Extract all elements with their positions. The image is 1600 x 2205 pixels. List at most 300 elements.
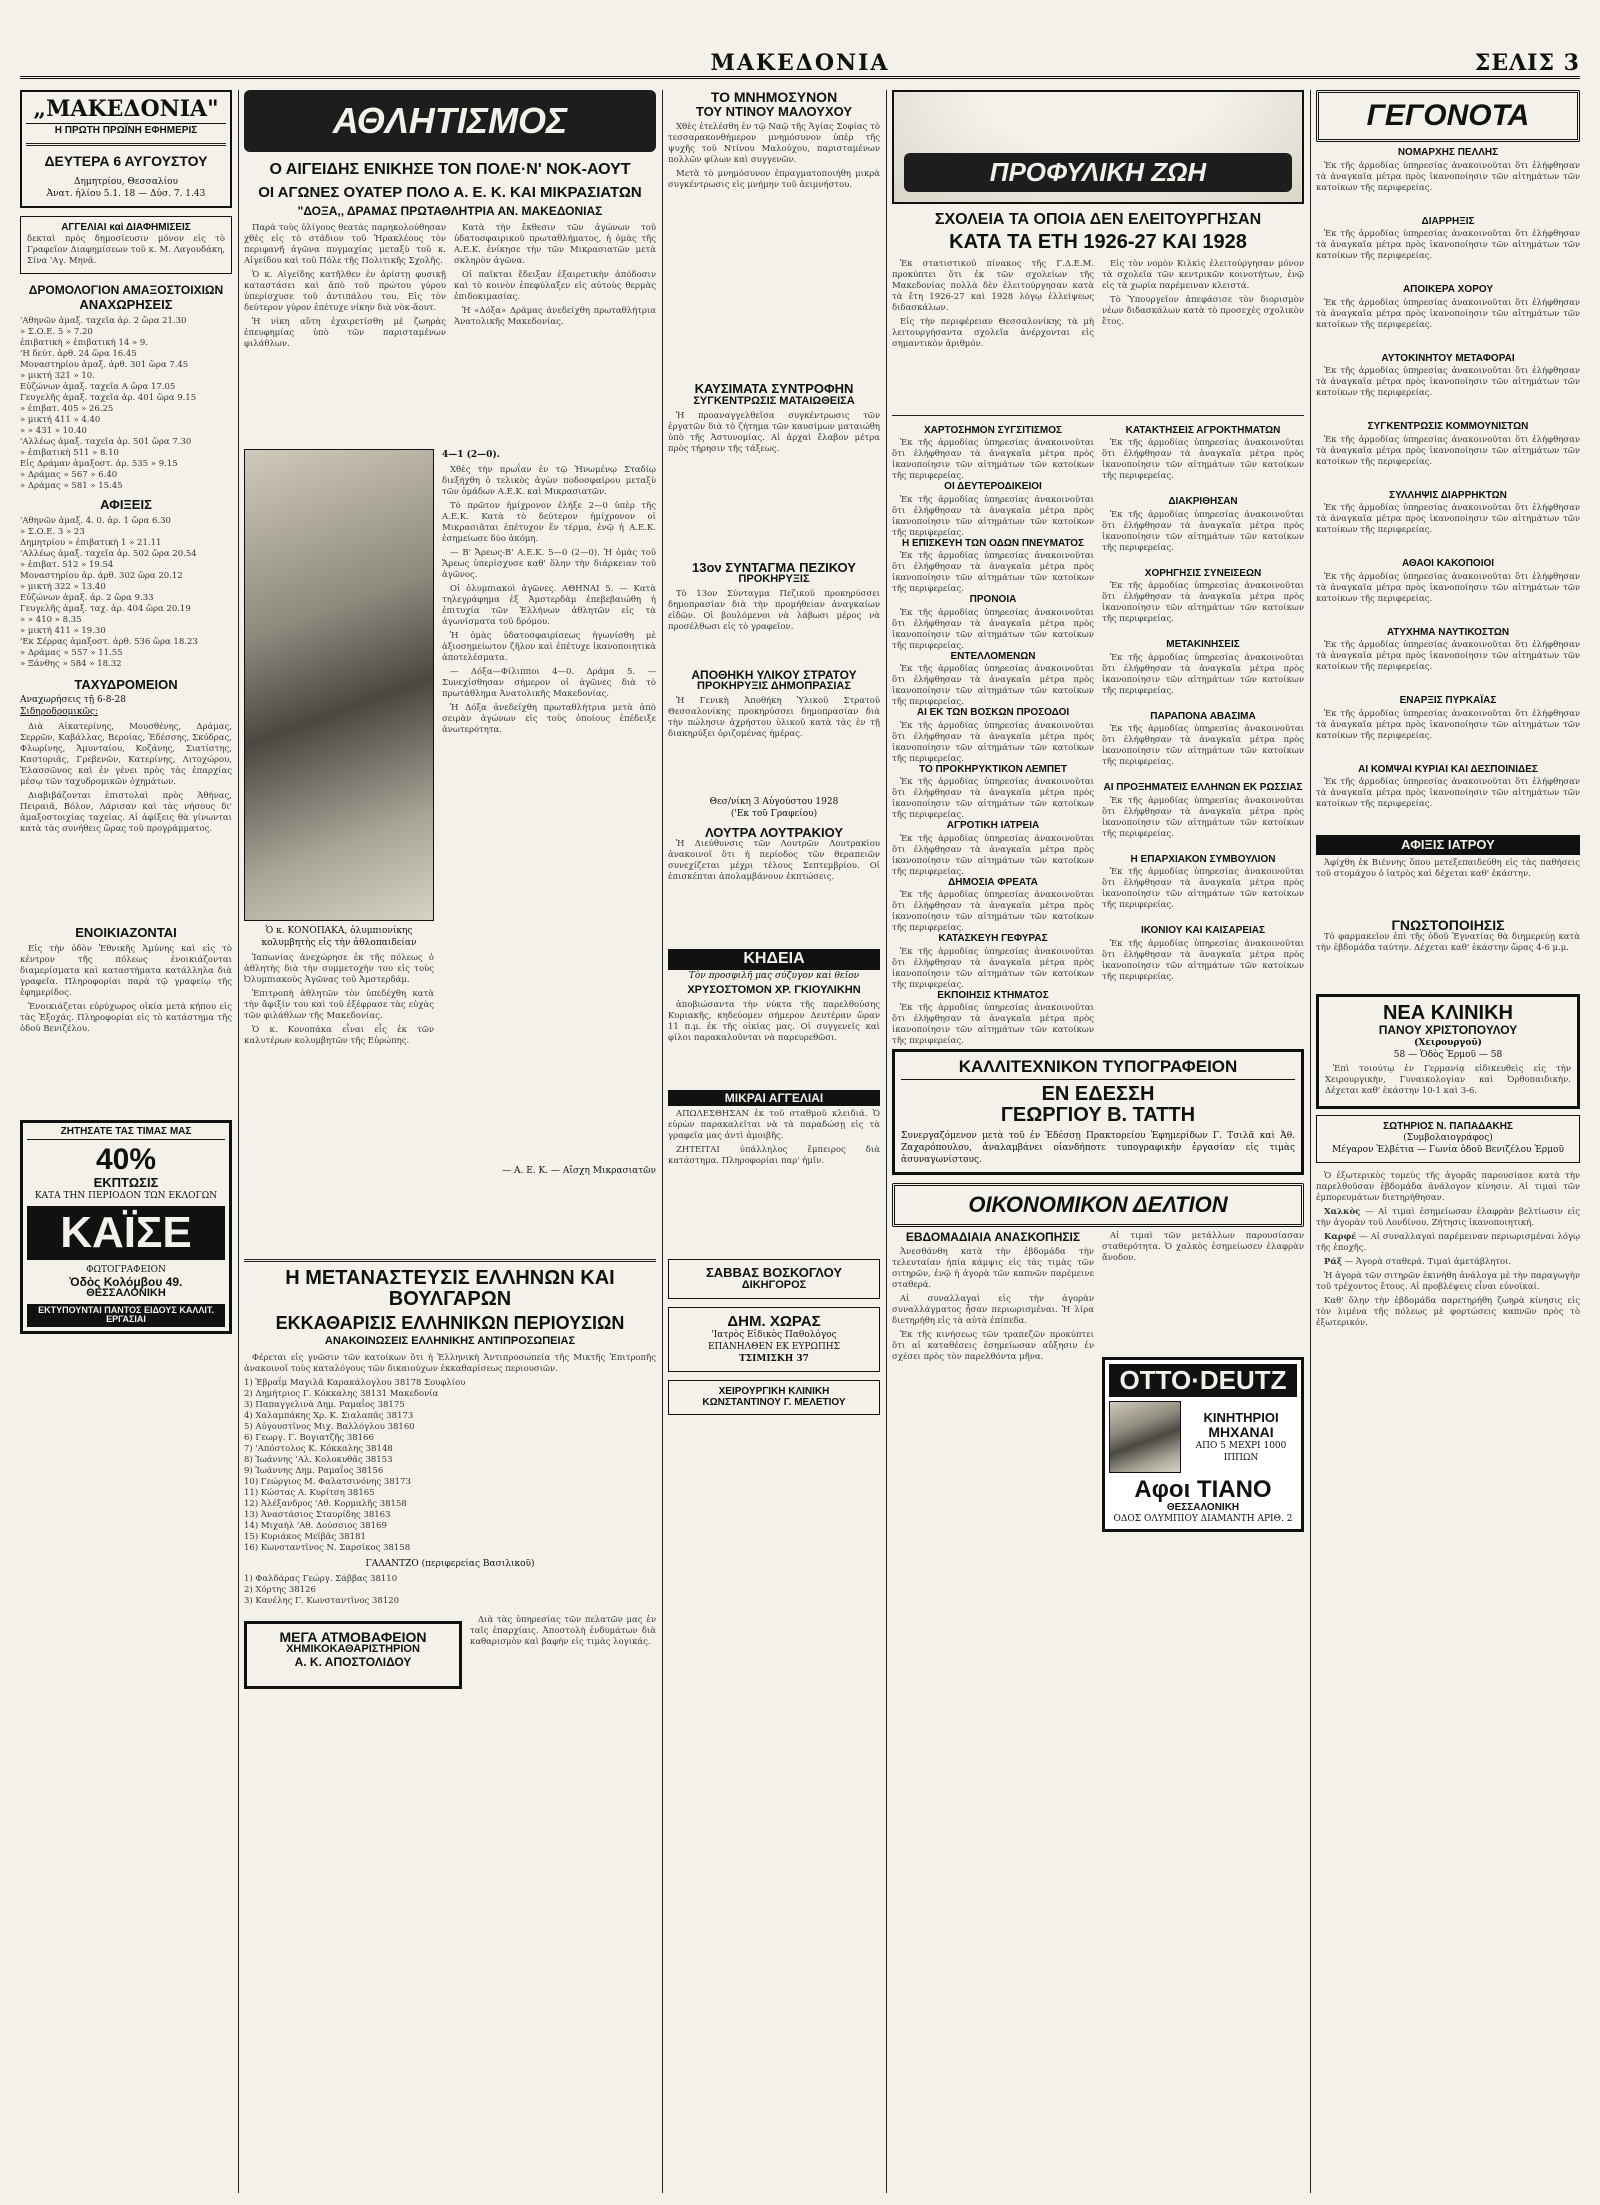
notary-address: Μέγαρον Ἐλβέτια — Γωνία ὁδοῦ Βενιζέλου Ἑρμοῦ (1332, 1145, 1564, 1156)
arrival-row (20, 626, 232, 637)
memorial-subtitle: ΤΟΥ ΝΤΙΝΟΥ ΜΑΛΟΥΧΟΥ (695, 103, 853, 119)
departure-row-text: » » 431 » 10.40 (20, 426, 87, 437)
arrival-row-text: Δημητρίου » ἐπιβατικὴ 1 » 21.11 (20, 537, 162, 548)
otto-line-3: ΑΠΟ 5 ΜΕΧΡΙ 1000 ΙΠΠΩΝ (1195, 1440, 1287, 1463)
departure-row (20, 360, 232, 371)
departure-row (20, 349, 232, 360)
notice-heading: Η ΕΠΙΣΚΕΥΗ ΤΩΝ ΟΔΩΝ ΠΝΕΥΜΑΤΟΣ (901, 537, 1085, 549)
notice-heading-body: Ἐκ τῆς ἁρμοδίας ὑπηρεσίας ἀνακοινοῦται ὅτι ἐλήφθησαν τὰ ἀναγκαῖα μέτρα πρὸς ἱκανοποίησιν τῶν αἰτημάτων τῶν κατοίκων τῆς περιφερείας. (892, 720, 1094, 764)
arrival-row (20, 549, 232, 560)
kaise-photo: ΦΩΤΟΓΡΑΦΕΙΟΝ (86, 1264, 166, 1275)
departure-row (20, 404, 232, 415)
doctor-line-1: 'Ιατρὸς Εἰδικὸς Παθολόγος (711, 1330, 837, 1341)
gegonota-banner: ΓΕΓΟΝΟΤΑ (1316, 90, 1580, 142)
departure-row (20, 470, 232, 481)
otto-city: ΘΕΣΣΑΛΟΝΙΚΗ (1166, 1501, 1240, 1513)
departure-row (20, 327, 232, 338)
announcements-text: Τὸ φαρμακεῖον ἐπὶ τῆς ὁδοῦ Ἐγνατίας θὰ διημερεύῃ κατὰ τὴν ἐβδομάδα ταύτην. Δέχεται καθ' ἑκάστην ὥρας 4-6 μ.μ. (1316, 932, 1580, 954)
news-item-heading: ΑΙ ΚΟΜΨΑΙ ΚΥΡΙΑΙ ΚΑΙ ΔΕΣΠΟΙΝΙΔΕΣ (1358, 763, 1538, 775)
schedule-title: ΔΡΟΜΟΛΟΓΙΟΝ ΑΜΑΞΟΣΤΟΙΧΙΩΝ (28, 282, 224, 297)
athletics-text-d: Χθὲς τὴν πρωΐαν ἐν τῷ Ἡνωμένῳ Σταδίῳ διεξήχθη ὁ τελικὸς ἀγὼν ποδοσφαίρου μεταξὺ τῶν ὁμάδων Α.Ε.Κ. καὶ Μικρασιατῶν. Τὸ πρῶτον ἡμίχρονον ἐλήξε 2—0 ὑπὲρ τῆς Α.Ε.Κ. Κατὰ τὸ δεύτερον ἡμίχρονον οἱ Μικρασιᾶται ἐπέτυχον ἕν τέρμα, ἐνῷ ἡ Α.Ε.Κ. ἐσημείωσε δύο ἀκόμη. — Β' Ἄρεως-Β' Α.Ε.Κ. 5—0 (2—0). Ἡ ὁμὰς τοῦ Ἄρεως ὑπερίσχυσε καθ' ὅλην τὴν διάρκειαν τοῦ ἀγῶνος. Οἱ ὀλυμπιακοὶ ἀγῶνες. ΑΘΗΝΑΙ 5. — Κατὰ τηλεγράφημα ἐξ Ἀμστερδὰμ ἐπεβεβαιώθη ἡ ἐπιτυχία τῶν Ἑλλήνων ἀθλητῶν εἰς τὰ ἀγωνίσματα τοῦ δρόμου. Ἡ ὁμὰς ὑδατοσφαιρίσεως ἠγωνίσθη μὲ ἀξιοσημείωτον ζῆλον καὶ ἐπέτυχε ἱκανοποιητικὰ ἀποτελέσματα. — Δόξα—Φίλιπποι 4—0. Δράμα 5. — Συνεχίσθησαν σήμερον οἱ ἀγῶνες διὰ τὸ πρωτάθλημα Ἀνατολικῆς Μακεδονίας. Ἡ Δόξα ἀνεδείχθη πρωταθλήτρια μετὰ ἀπὸ σειρὰν ἀγώνων εἰς τοὺς ὁποίους ἐπέδειξε ἀνωτερότητα. (442, 465, 656, 736)
arrival-row (20, 637, 232, 648)
print-shop-text: Συνεργαζόμενον μετὰ τοῦ ἐν Ἐδέσσῃ Πρακτορείου Ἐφημερίδων Γ. Τσιλᾶ καὶ Ἀθ. Ζαχαρόπουλου, ἀναλαμβάνει οἱανδήποτε τυπογραφικὴν ἐργασίαν εἰς τιμὰς ἀσυναγωνίστους. (901, 1131, 1295, 1166)
arrival-row-text: » Σ.Ο.Ε. 3 » 23 (20, 526, 85, 537)
departure-row-text: » Δράμας » 567 » 6.40 (20, 470, 118, 481)
schools-headline-1: ΣΧΟΛΕΙΑ ΤΑ ΟΠΟΙΑ ΔΕΝ ΕΛΕΙΤΟΥΡΓΗΣΑΝ (934, 211, 1262, 228)
photo-caption: Ὁ κ. ΚΟΝΟΠΑΚΑ, ὀλυμπιονίκης κολυμβητὴς εἰς τὴν ἀθλοπαιδείαν (261, 926, 417, 949)
athletics-text-c: Ἰαπωνίας ἀνεχώρησε ἐκ τῆς πόλεως ὁ ἀθλητὴς διὰ τὴν συμμετοχὴν του εἰς τοὺς Ὀλυμπιακοὺς Ἀγῶνας τοῦ Ἀμστερδάμ. Ἐπιτροπὴ ἀθλητῶν τὸν ὑπεδέχθη κατὰ τὴν ἄφιξίν του καὶ τοῦ ἐξέφρασε τὰς εὐχὰς τῶν φιλάθλων τῆς Μακεδονίας. Ὁ κ. Κονοπάκα εἶναι εἷς ἐκ τῶν καλυτέρων κολυμβητῶν τῆς Εὐρώπης. (244, 953, 434, 1047)
rentals-body: Εἰς τὴν ὁδὸν Ἐθνικῆς Ἀμύνης καὶ εἰς τὸ κέντρον τῆς πόλεως ἐνοικιάζονται διαμερίσματα καὶ καταστήματα κατάλληλα διὰ γραφεῖα. Πληροφορίαι παρὰ τῷ γραφείῳ τῆς ἐφημερίδος. Ἐνοικιάζεται εὐρύχωρος οἰκία μετὰ κήπου εἰς τὰς Ἐξοχάς. Πληροφορίαι εἰς τὸ κατάστημα τῆς ὁδοῦ Βενιζέλου. (20, 943, 232, 1034)
clinic-text: Ἐπὶ τοιούτῳ ἐν Γερμανίᾳ εἰδικευθεὶς εἰς τὴν Χειρουργικὴν, Γυναικολογίαν καὶ Ὀρθοπαιδικὴν. Δέχεται καθ' ἑκάστην 10-1 καὶ 3-6. (1325, 1063, 1571, 1096)
surgeon-title: ΧΕΙΡΟΥΡΓΙΚΗ ΚΛΙΝΙΚΗ (718, 1386, 830, 1398)
emigration-row-text: 2) Δημήτριος Γ. Κόκκαλης 38131 Μακεδονία (244, 1388, 439, 1399)
lawyer-name: ΣΑΒΒΑΣ ΒΟΣΚΟΓΛΟΥ (705, 1265, 843, 1281)
notice-heading-body: Ἐκ τῆς ἁρμοδίας ὑπηρεσίας ἀνακοινοῦται ὅτι ἐλήφθησαν τὰ ἀναγκαῖα μέτρα πρὸς ἱκανοποίησιν τῶν αἰτημάτων τῶν κατοίκων τῆς περιφερείας. (892, 438, 1094, 482)
clinic-title: ΝΕΑ ΚΛΙΝΙΚΗ (1382, 1002, 1513, 1025)
arrival-row (20, 527, 232, 538)
departure-row (20, 437, 232, 448)
emigration-row (244, 1455, 656, 1466)
army-store-date: Θεσ/νίκη 3 Αὐγούστου 1928 (709, 796, 839, 807)
funeral-intro: Τὸν προσφιλῆ μας σύζυγον καὶ θεῖον (688, 971, 860, 982)
notice-heading: ΚΑΤΑΣΚΕΥΗ ΓΕΦΥΡΑΣ (938, 933, 1048, 945)
ads-box (20, 216, 232, 274)
arrivals-list (20, 516, 232, 670)
arrival-row-text: 'Εκ Σέρρας ἀμαξοστ. ἀρθ. 536 ὥρα 18.23 (20, 636, 198, 647)
gegonota-list (1316, 148, 1580, 829)
athletics-headline-2: ΟΙ ΑΓΩΝΕΣ ΟΥΑΤΕΡ ΠΟΛΟ Α. Ε. Κ. ΚΑΙ ΜΙΚΡΑΣΙΑΤΩΝ (258, 183, 642, 201)
news-item-heading-body: Ἐκ τῆς ἁρμοδίας ὑπηρεσίας ἀνακοινοῦται ὅτι ἐλήφθησαν τὰ ἀναγκαῖα μέτρα πρὸς ἱκανοποίησιν τῶν αἰτημάτων τῶν κατοίκων τῆς περιφερείας. (1316, 160, 1580, 193)
notice-heading: ΕΚΠΟΙΗΣΙΣ ΚΤΗΜΑΤΟΣ (937, 989, 1049, 1001)
news-item-heading: ΔΙΑΡΡΗΞΙΣ (1421, 215, 1475, 227)
athletics-headline-3: "ΔΟΞΑ,, ΔΡΑΜΑΣ ΠΡΩΤΑΘΛΗΤΡΙΑ ΑΝ. ΜΑΚΕΔΟΝΙΑΣ (297, 203, 603, 218)
notary-role: (Συμβολαιογράφος) (1403, 1133, 1493, 1144)
notice-heading-body: Ἐκ τῆς ἁρμοδίας ὑπηρεσίας ἀνακοινοῦται ὅτι ἐλήφθησαν τὰ ἀναγκαῖα μέτρα πρὸς ἱκανοποίησιν τῶν αἰτημάτων τῶν κατοίκων τῆς περιφερείας. (1102, 509, 1304, 553)
print-shop-owner: ΓΕΩΡΓΙΟΥ Β. ΤΑΤΤΗ (1000, 1104, 1196, 1127)
kaise-ekptosis: ΕΚΠΤΩΣΙΣ (93, 1174, 159, 1190)
emigration-headline-2: ΕΚΚΑΘΑΡΙΣΙΣ ΕΛΛΗΝΙΚΩΝ ΠΕΡΙΟΥΣΙΩΝ (275, 1313, 625, 1334)
ads-box-text: δεκταὶ πρὸς δημοσίευσιν μόνον εἰς τὸ Γραφεῖον Διαφημίσεων τοῦ κ. Μ. Λαγουδάκη, Σίνα 'Αγ. Μηνᾶ. (27, 233, 225, 266)
departure-row (20, 338, 232, 349)
notice-heading-body: Ἐκ τῆς ἁρμοδίας ὑπηρεσίας ἀνακοινοῦται ὅτι ἐλήφθησαν τὰ ἀναγκαῖα μέτρα πρὸς ἱκανοποίησιν τῶν αἰτημάτων τῶν κατοίκων τῆς περιφερείας. (892, 664, 1094, 708)
column-rule (886, 90, 887, 2193)
departure-row (20, 481, 232, 492)
departure-row-text: » Σ.Ο.Ε. 5 » 7.20 (20, 327, 93, 338)
arrival-row (20, 582, 232, 593)
news-item-heading: ΑΠΟΙΚΕΡΑ ΧΟΡΟΥ (1402, 284, 1494, 295)
new-clinic-ad (1316, 994, 1580, 1109)
match-score: 4—1 (2—0). (442, 450, 500, 461)
print-shop-place: ΕΝ ΕΔΕΣΣΗ (1041, 1083, 1155, 1106)
memorial-text: Χθὲς ἐτελέσθη ἐν τῷ Ναῷ τῆς Ἁγίας Σοφίας τὸ τεσσαρακονθήμερον μνημόσυνον ὑπὲρ τῆς ψυχῆς τοῦ Ντίνου Μαλούχου, παρισταμένων πολλῶν φίλων καὶ συγγενῶν. Μετὰ τὸ μνημόσυνον ἐπραγματοποιήθη μικρὰ συγκέντρωσις εἰς μνήμην τοῦ ἀειμνήστου. (668, 122, 880, 191)
notary-name: ΣΩΤΗΡΙΟΣ Ν. ΠΑΠΑΔΑΚΗΣ (1383, 1120, 1513, 1132)
kaise-headline: ΖΗΤΗΣΑΤΕ ΤΑΣ ΤΙΜΑΣ ΜΑΣ (27, 1127, 225, 1141)
notice-heading: Η ΕΠΑΡΧΙΑΚΟΝ ΣΥΜΒΟΥΛΙΟΝ (1130, 853, 1276, 865)
arrival-row (20, 604, 232, 615)
post-line: Αναχωρήσεις τῇ 6-8-28 (20, 695, 126, 706)
emigration-row (244, 1532, 656, 1543)
emigration-table (244, 1378, 656, 1554)
notice-heading: ΑΙ ΠΡΟΞΗΜΑΤΕΙΣ ΕΛΛΗΝΩΝ ΕΚ ΡΩΣΣΙΑΣ (1103, 782, 1303, 794)
departures-list (20, 316, 232, 492)
pharmacy-ad (244, 1621, 462, 1689)
news-item-heading-body: Ἐκ τῆς ἁρμοδίας ὑπηρεσίας ἀνακοινοῦται ὅτι ἐλήφθησαν τὰ ἀναγκαῖα μέτρα πρὸς ἱκανοποίησιν τῶν αἰτημάτων τῶν κατοίκων τῆς περιφερείας. (1316, 777, 1580, 809)
arrival-row-text: » ἐπιβατ. 512 » 19.54 (20, 559, 114, 570)
emigration-row-text: 11) Κώστας Α. Κυρίτση 38165 (244, 1487, 375, 1498)
notice-heading-body: Ἐκ τῆς ἁρμοδίας ὑπηρεσίας ἀνακοινοῦται ὅτι ἐλήφθησαν τὰ ἀναγκαῖα μέτρα πρὸς ἱκανοποίησιν τῶν αἰτημάτων τῶν κατοίκων τῆς περιφερείας. (1102, 795, 1304, 839)
departure-row-text: » ἐπιβατ. 405 » 26.25 (20, 404, 114, 415)
emigration-row-text: 15) Κυριάκος Μεϊβᾶς 38181 (244, 1531, 366, 1542)
arrival-row-text: » Ξάνθης » 584 » 18.32 (20, 658, 122, 669)
departure-row (20, 382, 232, 393)
otto-dealer: Αφοι ΤΙΑΝΟ (1134, 1476, 1272, 1504)
column-1 (20, 90, 232, 2193)
column-rule (662, 90, 663, 2193)
news-item-heading-body: Ἐκ τῆς ἁρμοδίας ὑπηρεσίας ἀνακοινοῦται ὅτι ἐλήφθησαν τὰ ἀναγκαῖα μέτρα πρὸς ἱκανοποίησιν τῶν αἰτημάτων τῶν κατοίκων τῆς περιφερείας. (1316, 366, 1580, 398)
departure-row-text: » μικτή 321 » 10. (20, 371, 95, 382)
arrival-row (20, 648, 232, 659)
notice-heading-body: Ἐκ τῆς ἁρμοδίας ὑπηρεσίας ἀνακοινοῦται ὅτι ἐλήφθησαν τὰ ἀναγκαῖα μέτρα πρὸς ἱκανοποίησιν τῶν αἰτημάτων τῶν κατοίκων τῆς περιφερείας. (892, 607, 1094, 651)
news-item-heading: ΑΤΥΧΗΜΑ ΝΑΥΤΙΚΟΣΤΩΝ (1386, 626, 1510, 638)
otto-deutz-ad (1102, 1357, 1304, 1532)
post-sub: Σιδηροδρομικῶς: (20, 707, 98, 718)
column-rule (1310, 90, 1311, 2193)
arrival-row-text: Εὐζώνων ἀμαξ. ἀρ. 2 ὥρα 9.33 (20, 592, 154, 603)
baths-title: ΛΟΥΤΡΑ ΛΟΥΤΡΑΚΙΟΥ (704, 824, 844, 840)
regiment-text: Τὸ 13ον Σύνταγμα Πεζικοῦ προκηρύσσει δημοπρασίαν διὰ τὴν προμήθειαν ἀναγκαίων εἰδῶν. Οἱ βουλόμενοι νὰ λάβωσι μέρος νὰ προσέλθωσι εἰς τὸ γραφεῖον. (668, 588, 880, 632)
surgeon-name: ΚΩΝΣΤΑΝΤΙΝΟΥ Γ. ΜΕΛΕΤΙΟΥ (702, 1396, 846, 1408)
departure-row-text: Εὐζώνων ἀμαξ. ταχεῖα Α ὥρα 17.05 (20, 382, 176, 393)
athletics-text-b: Κατὰ τὴν ἔκθεσιν τῶν ἀγώνων τοῦ ὑδατοσφαιρικοῦ πρωταθλήματος, ἡ ὁμὰς τῆς Α.Ε.Κ. ἐνίκησε τὴν τῶν Μικρασιατῶν μετὰ σκληρὸν ἀγῶνα. Οἱ παῖκται ἔδειξαν ἐξαιρετικὴν ἀπόδοσιν καὶ τὸ κοινὸν ἐπεφύλαξεν εἰς αὐτοὺς θερμὰς ἐπιδοκιμασίας. Ἡ «Δόξα» Δράμας ἀνεδείχθη πρωταθλήτρια Ἀνατολικῆς Μακεδονίας. (454, 223, 656, 328)
masthead-subtitle: Η ΠΡΩΤΗ ΠΡΩΪΝΗ ΕΦΗΜΕΡΙΣ (26, 123, 226, 137)
emigration-row-text: 16) Κωνσταντῖνος Ν. Σαρσίκος 38158 (244, 1542, 411, 1553)
sun-times: Ἀνατ. ἡλίου 5.1. 18 — Δύσ. 7. 1.43 (46, 189, 206, 200)
notice-heading: ΧΑΡΤΟΣΗΜΟΝ ΣΥΓΣΙΤΙΣΜΟΣ (923, 424, 1063, 436)
kaise-brand: ΚΑΪΣΕ (27, 1206, 225, 1260)
page-number: ΣΕΛΙΣ 3 (1474, 50, 1580, 76)
kaise-ad (20, 1120, 232, 1334)
notice-heading: ΟΙ ΔΕΥΤΕΡΟΔΙΚΕΙΟΙ (944, 481, 1042, 493)
arrival-row (20, 593, 232, 604)
emigration-row-text: 1) Ἐβραΐμ Μαγιλᾶ Καρακάλογλου 38178 Σουφλίου (244, 1377, 466, 1388)
emigration-row-text: 8) Ἰωάννης 'Αλ. Κολοκυθᾶς 38153 (244, 1454, 393, 1465)
print-shop-ad (892, 1049, 1304, 1175)
emigration-row (244, 1433, 656, 1444)
print-shop-title: ΚΑΛΛΙΤΕΧΝΙΚΟΝ ΤΥΠΟΓΡΑΦΕΙΟΝ (901, 1058, 1295, 1080)
kausimata-subtitle: ΣΥΓΚΕΝΤΡΩΣΙΣ ΜΑΤΑΙΩΘΕΙΣΑ (693, 394, 855, 407)
news-item-heading-body: Ἐκ τῆς ἁρμοδίας ὑπηρεσίας ἀνακοινοῦται ὅτι ἐλήφθησαν τὰ ἀναγκαῖα μέτρα πρὸς ἱκανοποίησιν τῶν αἰτημάτων τῶν κατοίκων τῆς περιφερείας. (1316, 297, 1580, 330)
lawyer-role: ΔΙΚΗΓΟΡΟΣ (741, 1279, 807, 1292)
finance-banner: ΟΙΚΟΝΟΜΙΚΟΝ ΔΕΛΤΙΟΝ (892, 1183, 1304, 1227)
notice-heading-body: Ἐκ τῆς ἁρμοδίας ὑπηρεσίας ἀνακοινοῦται ὅτι ἐλήφθησαν τὰ ἀναγκαῖα μέτρα πρὸς ἱκανοποίησιν τῶν αἰτημάτων τῶν κατοίκων τῆς περιφερείας. (1102, 438, 1304, 482)
emigration-intro: Φέρεται εἰς γνῶσιν τῶν κατοίκων ὅτι ἡ Ἑλληνικὴ Ἀντιπροσωπεία τῆς Μικτῆς Ἐπιτροπῆς ἀνακοινοῖ τοὺς καταλόγους τῶν δικαιούχων ἐκκαθαρίσεως περιουσιῶν. (244, 1352, 656, 1374)
notice-heading-body: Ἐκ τῆς ἁρμοδίας ὑπηρεσίας ἀνακοινοῦται ὅτι ἐλήφθησαν τὰ ἀναγκαῖα μέτρα πρὸς ἱκανοποίησιν τῶν αἰτημάτων τῶν κατοίκων τῆς περιφερείας. (892, 551, 1094, 595)
clinic-role: (Χειρουργοῦ) (1414, 1037, 1482, 1048)
notice-heading: ΑΙ ΕΚ ΤΩΝ ΒΟΣΚΩΝ ΠΡΟΣΟΔΟΙ (916, 707, 1070, 719)
doctor-ad (668, 1307, 880, 1373)
arrival-row-text: » μικτή 411 » 19.30 (20, 625, 106, 636)
rentals-title: ΕΝΟΙΚΙΑΖΟΝΤΑΙ (75, 925, 177, 941)
news-item-heading: ΣΥΛΛΗΨΙΣ ΔΙΑΡΡΗΚΤΩΝ (1389, 489, 1507, 501)
emigration-row (244, 1389, 656, 1400)
athletics-text-a: Παρὰ τοὺς ὀλίγους θεατὰς παρηκολούθησαν χθὲς εἰς τὸ στάδιον τοῦ Ἡρακλέους τὸν περιφανῆ ἀγῶνα πυγμαχίας μεταξὺ τοῦ κ. Αἰγείδου καὶ τοῦ Πόλε τῆς Πολιτικῆς Σχολῆς. Ὁ κ. Αἰγείδης κατῆλθεν ἐν ἀρίστῃ φυσικῇ καταστάσει καὶ ἀπὸ τοῦ πρώτου γύρου ὑπερίσχυσε τοῦ ἀντιπάλου του. Εἰς τὸν δεύτερον γύρον ἐπέτυχε νίκην διὰ νὸκ-ἄουτ. Ἡ νίκη αὕτη ἐχαιρετίσθη μὲ ζωηρὰς ἐπευφημίας ὑπὸ τῶν παρισταμένων φιλάθλων. (244, 223, 446, 350)
emigration-row-text: 14) Μιχαὴλ 'Αθ. Δούσσιος 38169 (244, 1520, 387, 1531)
departure-row-text: Μοναστηρίου ἀμαξ. ἀρθ. 301 ὥρα 7.45 (20, 360, 189, 371)
masthead-box (20, 90, 232, 208)
saint-names: Δημητρίου, Θεσσαλίου (73, 177, 179, 188)
otto-address: ΟΔΟΣ ΟΛΥΜΠΙΟΥ ΔΙΑΜΑΝΤΗ ΑΡΙΘ. 2 (1113, 1514, 1293, 1525)
departure-row (20, 448, 232, 459)
column-5 (1316, 90, 1580, 2193)
emigration-row-text: 7) 'Απόστολος Κ. Κόκκαλης 38148 (244, 1443, 393, 1454)
otto-line-2: ΜΗΧΑΝΑΙ (1208, 1423, 1274, 1440)
news-item-heading-body: Ἐκ τῆς ἁρμοδίας ὑπηρεσίας ἀνακοινοῦται ὅτι ἐλήφθησαν τὰ ἀναγκαῖα μέτρα πρὸς ἱκανοποίησιν τῶν αἰτημάτων τῶν κατοίκων τῆς περιφερείας. (1316, 708, 1580, 741)
doctor-line-2: ΕΠΑΝΗΛΘΕΝ ΕΚ ΕΥΡΩΠΗΣ (707, 1342, 841, 1353)
departure-row (20, 459, 232, 470)
notice-heading-body: Ἐκ τῆς ἁρμοδίας ὑπηρεσίας ἀνακοινοῦται ὅτι ἐλήφθησαν τὰ ἀναγκαῖα μέτρα πρὸς ἱκανοποίησιν τῶν αἰτημάτων τῶν κατοίκων τῆς περιφερείας. (892, 890, 1094, 934)
emigration-row-text: 10) Γεώργιος Μ. Φαλατσινόνης 38173 (244, 1476, 411, 1487)
notice-heading: ΕΝΤΕΛΛΟΜΕΝΩΝ (950, 650, 1036, 662)
column-2 (244, 90, 656, 2193)
emigration-row (244, 1510, 656, 1521)
departure-row (20, 415, 232, 426)
surgeon-ad (668, 1380, 880, 1415)
emigration-row-text: 3) Παπαγγελινὰ Δημ. Ραμαΐος 38175 (244, 1399, 405, 1410)
masthead-name: „ΜΑΚΕΔΟΝΙΑ" (33, 96, 219, 122)
doctor-line-3: ΤΣΙΜΙΣΚΗ 37 (739, 1354, 809, 1365)
arrival-row-text: » μικτή 322 » 13.40 (20, 581, 106, 592)
notice-heading: ΙΚΟΝΙΟΥ ΚΑΙ ΚΑΙΣΑΡΕΙΑΣ (1140, 925, 1266, 937)
galantzo-row-text: 3) Κανέλης Γ. Κωνσταντῖνος 38120 (244, 1595, 400, 1606)
pharmacy-subtitle: ΧΗΜΙΚΟΚΑΘΑΡΙΣΤΗΡΙΟΝ (286, 1643, 420, 1656)
arrival-row-text: 'Αλλέως ἀμαξ. ταχεῖα ἀρ. 502 ὥρα 20.54 (20, 548, 197, 559)
memorial-title: ΤΟ ΜΝΗΜΟΣΥΝΟΝ (710, 90, 838, 105)
arrivals-title: ΑΦΙΞΕΙΣ (100, 497, 152, 513)
prefyliki-banner (892, 90, 1304, 204)
athletics-headline-1: Ο ΑΙΓΕΙΔΗΣ ΕΝΙΚΗΣΕ ΤΟΝ ΠΟΛΕ·Ν' ΝΟΚ-ΑΟΥΤ (269, 161, 631, 178)
arrival-row-text: 'Αθηνῶν ἀμαξ. 4. 0. ἀρ. 1 ὥρα 6.30 (20, 515, 171, 526)
emigration-row (244, 1378, 656, 1389)
news-item-heading-body: Ἐκ τῆς ἁρμοδίας ὑπηρεσίας ἀνακοινοῦται ὅτι ἐλήφθησαν τὰ ἀναγκαῖα μέτρα πρὸς ἱκανοποίησιν τῶν αἰτημάτων τῶν κατοίκων τῆς περιφερείας. (1316, 571, 1580, 604)
otto-brand: OTTO·DEUTZ (1109, 1364, 1297, 1397)
departure-row-text: ἐπιβατικὴ » ἐπιβατικὴ 14 » 9. (20, 338, 148, 349)
notice-heading-body: Ἐκ τῆς ἁρμοδίας ὑπηρεσίας ἀνακοινοῦται ὅτι ἐλήφθησαν τὰ ἀναγκαῖα μέτρα πρὸς ἱκανοποίησιν τῶν αἰτημάτων τῶν κατοίκων τῆς περιφερείας. (892, 833, 1094, 877)
arrival-row-text: Μοναστηρίου ἀρ. ἀρθ. 302 ὥρα 20.12 (20, 570, 183, 581)
lawyer-ad (668, 1259, 880, 1298)
emigration-row (244, 1499, 656, 1510)
arrival-row-text: Γευγελῆς ἀμαξ. ταχ. ἀρ. 404 ὥρα 20.19 (20, 603, 191, 614)
arrival-row (20, 571, 232, 582)
issue-date: ΔΕΥΤΕΡΑ 6 ΑΥΓΟΥΣΤΟΥ (44, 152, 208, 169)
pharmacy-name: Α. Κ. ΑΠΟΣΤΟΛΙΔΟΥ (294, 1654, 412, 1669)
doctor-arrival-text: Ἀφίχθη ἐκ Βιέννης ὅπου μετεξεπαιδεύθη εἰς τὰς παθήσεις τοῦ στομάχου ὁ ἰατρὸς καὶ δέχεται καθ' ἑκάστην. (1316, 857, 1580, 879)
classifieds-title: ΜΙΚΡΑΙ ΑΓΓΕΛΙΑΙ (668, 1090, 880, 1107)
post-title: ΤΑΧΥΔΡΟΜΕΙΟΝ (74, 676, 178, 692)
finance-text-b: Αἱ τιμαὶ τῶν μετάλλων παρουσίασαν σταθερότητα. Ὁ χαλκὸς ἐσημείωσεν ἐλαφρὰν ἄνοδον. (1102, 1231, 1304, 1264)
arrival-row-text: » » 410 » 8.35 (20, 614, 82, 625)
notice-heading-body: Ἐκ τῆς ἁρμοδίας ὑπηρεσίας ἀνακοινοῦται ὅτι ἐλήφθησαν τὰ ἀναγκαῖα μέτρα πρὸς ἱκανοποίησιν τῶν αἰτημάτων τῶν κατοίκων τῆς περιφερείας. (1102, 581, 1304, 625)
arrival-row (20, 659, 232, 670)
announcements-title: ΓΝΩΣΤΟΠΟΙΗΣΙΣ (1391, 916, 1505, 933)
army-store-subtitle: ΠΡΟΚΗΡΥΞΙΣ ΔΗΜΟΠΡΑΣΙΑΣ (697, 680, 851, 693)
news-item-heading: ΑΘΑΟΙ ΚΑΚΟΠΟΙΟΙ (1401, 558, 1495, 569)
doctor-name: ΔΗΜ. ΧΩΡΑΣ (727, 1312, 821, 1330)
army-store-title: ΑΠΟΘΗΚΗ ΥΛΙΚΟΥ ΣΤΡΑΤΟΥ (691, 667, 857, 682)
emigration-headline-3: ΑΝΑΚΟΙΝΩΣΕΙΣ ΕΛΛΗΝΙΚΗΣ ΑΝΤΙΠΡΟΣΩΠΕΙΑΣ (324, 1335, 576, 1348)
emigration-row-text: 9) Ἰωάννης Δημ. Ραμαΐος 38156 (244, 1465, 384, 1476)
engine-illustration (1109, 1401, 1181, 1473)
emigration-row (244, 1444, 656, 1455)
emigration-row (244, 1400, 656, 1411)
emigration-row (244, 1488, 656, 1499)
news-item-heading-body: Ἐκ τῆς ἁρμοδίας ὑπηρεσίας ἀνακοινοῦται ὅτι ἐλήφθησαν τὰ ἀναγκαῖα μέτρα πρὸς ἱκανοποίησιν τῶν αἰτημάτων τῶν κατοίκων τῆς περιφερείας. (1316, 503, 1580, 535)
notice-heading: ΔΗΜΟΣΙΑ ΦΡΕΑΤΑ (948, 876, 1038, 888)
column-4 (892, 90, 1304, 2193)
news-item-heading-body: Ἐκ τῆς ἁρμοδίας ὑπηρεσίας ἀνακοινοῦται ὅτι ἐλήφθησαν τὰ ἀναγκαῖα μέτρα πρὸς ἱκανοποίησιν τῶν αἰτημάτων τῶν κατοίκων τῆς περιφερείας. (1316, 229, 1580, 261)
army-store-text: Ἡ Γενικὴ Ἀποθήκη Ὑλικοῦ Στρατοῦ Θεσσαλονίκης προκηρύσσει δημοπρασίαν διὰ τὴν πώλησιν ἀχρήστου ὑλικοῦ κατὰ τὰς ἐν τῇ διακηρύξει ὁριζομένας ἡμέρας. (668, 695, 880, 739)
schools-text-b: Εἰς τὸν νομὸν Κιλκὶς ἐλειτούργησαν μόνον τὰ σχολεῖα τῶν κεντρικῶν κοινοτήτων, ἐνῷ εἰς τὰ χωρία παρέμειναν κλειστά. Τὸ Ὑπουργεῖον ἀπεφάσισε τὸν διορισμὸν νέων διδασκάλων κατὰ τὸ προσεχὲς σχολικὸν ἔτος. (1102, 258, 1304, 327)
stock-item: Χαλκὸς (1324, 1207, 1361, 1218)
departure-row-text: 'Αλλέως ἀμαξ. ταχεῖα ἀρ. 501 ὥρα 7.30 (20, 437, 192, 448)
notice-heading-body: Ἐκ τῆς ἁρμοδίας ὑπηρεσίας ἀνακοινοῦται ὅτι ἐλήφθησαν τὰ ἀναγκαῖα μέτρα πρὸς ἱκανοποίησιν τῶν αἰτημάτων τῶν κατοίκων τῆς περιφερείας. (892, 946, 1094, 990)
baths-text: Ἡ Διεύθυνσις τῶν Λουτρῶν Λουτρακίου ἀνακοινοῖ ὅτι ἡ περίοδος τῶν θεραπειῶν συνεχίζεται μέχρι τέλους Σεπτεμβρίου. Οἱ ἐπισκέπται ἀπολαμβάνουν ἐκπτώσεις. (668, 839, 880, 883)
notice-heading: ΧΟΡΗΓΗΣΙΣ ΣΥΝΕΙΣΕΩΝ (1144, 567, 1262, 579)
notice-heading-body: Ἐκ τῆς ἁρμοδίας ὑπηρεσίας ἀνακοινοῦται ὅτι ἐλήφθησαν τὰ ἀναγκαῖα μέτρα πρὸς ἱκανοποίησιν τῶν αἰτημάτων τῶν κατοίκων τῆς περιφερείας. (1102, 724, 1304, 768)
notice-heading: ΠΑΡΑΠΟΝΑ ΑΒΑΣΙΜΑ (1150, 710, 1256, 722)
notice-heading: ΠΡΟΝΟΙΑ (969, 594, 1017, 606)
emigration-row-text: 6) Γεωργ. Γ. Βογιατζῆς 38166 (244, 1432, 374, 1443)
kaise-city: ΘΕΣΣΑΛΟΝΙΚΗ (86, 1287, 166, 1300)
arrival-row (20, 538, 232, 549)
departures-title: ΑΝΑΧΩΡΗΣΕΙΣ (79, 297, 173, 313)
emigration-row (244, 1422, 656, 1433)
emigration-row (244, 1521, 656, 1532)
kaise-address: Ὁδὸς Κολόμβου 49. (69, 1274, 183, 1289)
newspaper-title: ΜΑΚΕΔΟΝΙΑ (710, 50, 890, 76)
arrival-row (20, 560, 232, 571)
doctor-arrival-title: ΑΦΙΞΙΣ ΙΑΤΡΟΥ (1316, 835, 1580, 855)
news-item-heading: ΝΟΜΑΡΧΗΣ ΠΕΛΛΗΣ (1397, 147, 1499, 158)
emigration-row-text: 5) Αὐγουστῖνος Μιχ. Βαλλόγλου 38160 (244, 1421, 415, 1432)
galantzo-row-text: 2) Χόρτης 38126 (244, 1584, 316, 1595)
clinic-name: ΠΑΝΟΥ ΧΡΙΣΤΟΠΟΥΛΟΥ (1378, 1023, 1518, 1038)
emigration-row (244, 1543, 656, 1554)
departure-row (20, 393, 232, 404)
emigration-row (244, 1411, 656, 1422)
galantzo-row (244, 1596, 656, 1607)
news-item-heading: ΕΝΑΡΞΙΣ ΠΥΡΚΑΪΑΣ (1399, 695, 1497, 706)
funeral-title: ΚΗΔΕΙΑ (668, 949, 880, 970)
clinic-address: 58 — Ὁδὸς Ἑρμοῦ — 58 (1393, 1049, 1503, 1060)
athletics-signoff: — Α. Ε. Κ. — Αἴσχη Μικρασιατῶν (502, 1166, 656, 1177)
column-rule (238, 90, 239, 2193)
otto-line-1: ΚΙΝΗΤΗΡΙΟΙ (1203, 1410, 1279, 1426)
ads-box-title: ΑΓΓΕΛΙΑΙ καὶ ΔΙΑΦΗΜΙΣΕΙΣ (61, 222, 191, 234)
emigration-row-text: 12) Ἀλέξανδρος 'Αθ. Κορμαλῆς 38158 (244, 1498, 407, 1509)
news-item-heading: ΑΥΤΟΚΙΝΗΤΟΥ ΜΕΤΑΦΟΡΑΙ (1381, 352, 1515, 364)
page-header (20, 50, 1580, 79)
news-item-heading-body: Ἐκ τῆς ἁρμοδίας ὑπηρεσίας ἀνακοινοῦται ὅτι ἐλήφθησαν τὰ ἀναγκαῖα μέτρα πρὸς ἱκανοποίησιν τῶν αἰτημάτων τῶν κατοίκων τῆς περιφερείας. (1316, 434, 1580, 467)
notice-heading: ΜΕΤΑΚΙΝΗΣΕΙΣ (1166, 639, 1240, 651)
arrival-row (20, 615, 232, 626)
notice-heading-body: Ἐκ τῆς ἁρμοδίας ὑπηρεσίας ἀνακοινοῦται ὅτι ἐλήφθησαν τὰ ἀναγκαῖα μέτρα πρὸς ἱκανοποίησιν τῶν αἰτημάτων τῶν κατοίκων τῆς περιφερείας. (892, 777, 1094, 821)
regiment-title: 13ον ΣΥΝΤΑΓΜΑ ΠΕΖΙΚΟΥ (692, 559, 856, 575)
funeral-name: ΧΡΥΣΟΣΤΟΜΟΝ ΧΡ. ΓΚΙΟΥΛΙΚΗΝ (687, 984, 861, 997)
news-item-heading-body: Ἐκ τῆς ἁρμοδίας ὑπηρεσίας ἀνακοινοῦται ὅτι ἐλήφθησαν τὰ ἀναγκαῖα μέτρα πρὸς ἱκανοποίησιν τῶν αἰτημάτων τῶν κατοίκων τῆς περιφερείας. (1316, 640, 1580, 672)
notice-heading: ΑΓΡΟΤΙΚΗ ΙΑΤΡΕΙΑ (946, 820, 1040, 832)
notary-ad (1316, 1115, 1580, 1164)
departure-row (20, 316, 232, 327)
notice-heading-body: Ἐκ τῆς ἁρμοδίας ὑπηρεσίας ἀνακοινοῦται ὅτι ἐλήφθησαν τὰ ἀναγκαῖα μέτρα πρὸς ἱκανοποίησιν τῶν αἰτημάτων τῶν κατοίκων τῆς περιφερείας. (892, 494, 1094, 538)
kausimata-text: Ἡ προαναγγελθεῖσα συγκέντρωσις τῶν ἐργατῶν διὰ τὸ ζήτημα τῶν καυσίμων ματαιώθη ὑπὸ τῆς Ἀστυνομίας. Αἱ ἀρχαὶ ἔλαβον μέτρα πρὸς τήρησιν τῆς τάξεως. (668, 410, 880, 454)
athletics-banner: ΑΘΛΗΤΙΣΜΟΣ (244, 90, 656, 152)
departure-row-text: » μικτή 411 » 4.40 (20, 415, 101, 426)
army-store-source: ('Εκ τοῦ Γραφείου) (730, 808, 818, 819)
notice-heading-body: Ἐκ τῆς ἁρμοδίας ὑπηρεσίας ἀνακοινοῦται ὅτι ἐλήφθησαν τὰ ἀναγκαῖα μέτρα πρὸς ἱκανοποίησιν τῶν αἰτημάτων τῶν κατοίκων τῆς περιφερείας. (1102, 867, 1304, 911)
notice-heading: ΚΑΤΑΚΤΗΣΕΙΣ ΑΓΡΟΚΤΗΜΑΤΩΝ (1125, 424, 1281, 436)
departure-row (20, 426, 232, 437)
prefyliki-title: ΠΡΟΦΥΛΙΚΗ ΖΩΗ (904, 153, 1292, 192)
notices-right (1102, 426, 1304, 994)
pharmacy-title: ΜΕΓΑ ΑΤΜΟΒΑΦΕΙΟΝ (279, 1628, 427, 1645)
schools-headline-2: ΚΑΤΑ ΤΑ ΕΤΗ 1926-27 ΚΑΙ 1928 (949, 230, 1247, 253)
schools-text-a: Ἐκ στατιστικοῦ πίνακος τῆς Γ.Δ.Ε.Μ. προκύπτει ὅτι ἐκ τῶν σχολείων τῆς Μακεδονίας πολλὰ δὲν ἐλειτούργησαν κατὰ τὰ ἔτη 1926-27 καὶ 1928 λόγῳ ἐλλείψεως διδασκάλων. Εἰς τὴν περιφέρειαν Θεσσαλονίκης τὰ μὴ λειτουργήσαντα σχολεῖα ἀνέρχονται εἰς σημαντικὸν ἀριθμόν. (892, 258, 1094, 349)
notice-heading: ΤΟ ΠΡΟΚΗΡΥΚΤΙΚΟΝ ΛΕΜΠΕΤ (919, 763, 1067, 775)
notice-heading: ΔΙΑΚΡΙΘΗΣΑΝ (1168, 496, 1238, 508)
galantzo-row (244, 1585, 656, 1596)
galantzo-title: ΓΑΛΑΝΤΖΟ (περιφερείας Βασιλικοῦ) (365, 1558, 535, 1569)
kaise-footer: ΕΚΤΥΠΟΥΝΤΑΙ ΠΑΝΤΟΣ ΕΙΔΟΥΣ ΚΑΛΛΙΤ. ΕΡΓΑΣΙΑΙ (27, 1304, 225, 1327)
departure-row (20, 371, 232, 382)
emigration-headline-1: Η ΜΕΤΑΝΑΣΤΕΥΣΙΣ ΕΛΛΗΝΩΝ ΚΑΙ ΒΟΥΛΓΑΡΩΝ (285, 1267, 615, 1311)
classifieds-text: ΑΠΩΛΕΣΘΗΣΑΝ ἐκ τοῦ σταθμοῦ κλειδιά. Ὁ εὑρὼν παρακαλεῖται νὰ τὰ παραδώσῃ εἰς τὰ γραφεῖα μας ἀντὶ ἀμοιβῆς. ΖΗΤΕΙΤΑΙ ὑπάλληλος ἔμπειρος διὰ κατάστημα. Πληροφορίαι παρ' ἡμῖν. (668, 1109, 880, 1167)
departure-row-text: » Δράμας » 581 » 15.45 (20, 481, 123, 492)
market-text: Ὁ ἐξωτερικὸς τομεὺς τῆς ἀγορᾶς παρουσίασε κατὰ τὴν παρελθοῦσαν ἑβδομάδα ἀνάλογον κίνησιν. Αἱ τιμαὶ τῶν ἐμπορευμάτων διετηρήθησαν. Χαλκὸς — Αἱ τιμαὶ ἐσημείωσαν ἐλαφρὰν βελτίωσιν εἰς τὴν ἀγορὰν τοῦ Λονδίνου. Ζήτησις ἱκανοποιητική. Καρφέ — Αἱ συναλλαγαὶ παρέμειναν περιωρισμέναι λόγῳ τῆς ἐποχῆς. Ράξ — Ἀγορὰ σταθερά. Τιμαὶ ἀμετάβλητοι. Ἡ ἀγορὰ τῶν σιτηρῶν ἐκινήθη ἀνάλογα μὲ τὴν παραγωγὴν τοῦ τρέχοντος ἔτους. Αἱ προβλέψεις εἶναι εὐνοϊκαί. Καθ' ὅλην τὴν ἑβδομάδα παρετηρήθη ζωηρὰ κίνησις εἰς τὸν λιμένα τῆς πόλεως μὲ φορτώσεις καπνῶν πρὸς τὸ ἐξωτερικόν. (1316, 1171, 1580, 1329)
stock-item: Καρφέ (1324, 1232, 1357, 1243)
emigration-row-text: 13) Ἀναστάσιος Σταυρίδης 38163 (244, 1509, 391, 1520)
emigration-row-text: 4) Χαλαμπάκης Χρ. Κ. Σιαλαπᾶς 38173 (244, 1410, 414, 1421)
news-item-heading: ΣΥΓΚΕΝΤΡΩΣΙΣ ΚΟΜΜΟΥΝΙΣΤΩΝ (1367, 421, 1529, 432)
arrival-row-text: » Δράμας » 557 » 11.55 (20, 647, 123, 658)
departure-row-text: 'Αθηνῶν ἀμαξ. ταχεῖα ἀρ. 2 ὥρα 21.30 (20, 316, 187, 327)
departure-row-text: 'Η δεύτ. ἀρθ. 24 ὥρα 16.45 (20, 349, 137, 360)
post-body: Διὰ Αἰκατερίνης, Μουσθένης, Δράμας, Σερρῶν, Καβάλλας, Βεροίας, Ἐδέσσης, Σκύδρας, Φλωρίνης, Ἀμυνταίου, Κοζάνης, Σιατίστης, Καστοριᾶς, Γρεβενῶν, Κατερίνης, Λιτοχώρου, Ἐλασσῶνος καὶ ἐν γένει πρὸς τὰς ἐπαρχίας μέσῳ τῶν ταχυδρομικῶν ὁχημάτων. Διαβιβάζονται ἐπιστολαὶ πρὸς Ἀθήνας, Πειραιᾶ, Βόλον, Λάρισαν καὶ τὰς νήσους δι' ἁμαξοστοιχίας ταχείας. Αἱ ἀφίξεις θὰ γίνωνται κατὰ τὰς συνήθεις ὥρας τοῦ προγράμματος. (20, 722, 232, 835)
kaise-discount: 40% (95, 1143, 157, 1177)
stock-item: Ράξ (1324, 1257, 1342, 1268)
galantzo-row (244, 1574, 656, 1585)
notice-heading-body: Ἐκ τῆς ἁρμοδίας ὑπηρεσίας ἀνακοινοῦται ὅτι ἐλήφθησαν τὰ ἀναγκαῖα μέτρα πρὸς ἱκανοποίησιν τῶν αἰτημάτων τῶν κατοίκων τῆς περιφερείας. (1102, 652, 1304, 696)
column-3 (668, 90, 880, 2193)
swimmer-photo (244, 449, 434, 921)
finance-headline: ΕΒΔΟΜΑΔΙΑΙΑ ΑΝΑΣΚΟΠΗΣΙΣ (905, 1230, 1081, 1245)
kaise-period: ΚΑΤΑ ΤΗΝ ΠΕΡΙΟΔΟΝ ΤΩΝ ΕΚΛΟΓΩΝ (34, 1190, 218, 1201)
arrival-row (20, 516, 232, 527)
notices-left (892, 424, 1094, 1047)
galantzo-table (244, 1574, 656, 1607)
funeral-text: ἀποβιώσαντα τὴν νύκτα τῆς παρελθούσης Κυριακῆς, κηδεύομεν σήμερον Δευτέραν ὥραν 11 π.μ. ἐκ τῆς οἰκίας μας. Οἱ συγγενεῖς καὶ φίλοι παρακαλοῦνται νὰ παρευρεθῶσι. (668, 999, 880, 1043)
departure-row-text: » ἐπιβατικὴ 511 » 8.10 (20, 448, 119, 459)
pharmacy-note: Διὰ τὰς ὑπηρεσίας τῶν πελατῶν μας ἐν ταῖς ἐπαρχίαις. Ἀποστολὴ ἐνδυμάτων διὰ καθαρισμὸν καὶ βαφὴν εἰς τιμὰς λογικάς. (470, 1614, 656, 1647)
notice-heading-body: Ἐκ τῆς ἁρμοδίας ὑπηρεσίας ἀνακοινοῦται ὅτι ἐλήφθησαν τὰ ἀναγκαῖα μέτρα πρὸς ἱκανοποίησιν τῶν αἰτημάτων τῶν κατοίκων τῆς περιφερείας. (1102, 938, 1304, 982)
regiment-subtitle: ΠΡΟΚΗΡΥΞΙΣ (738, 573, 810, 586)
notice-heading-body: Ἐκ τῆς ἁρμοδίας ὑπηρεσίας ἀνακοινοῦται ὅτι ἐλήφθησαν τὰ ἀναγκαῖα μέτρα πρὸς ἱκανοποίησιν τῶν αἰτημάτων τῶν κατοίκων τῆς περιφερείας. (892, 1003, 1094, 1047)
emigration-row (244, 1477, 656, 1488)
departure-row-text: Γευγελῆς ἀμαξ. ταχεῖα ἀρ. 401 ὥρα 9.15 (20, 393, 197, 404)
finance-text: Ἀνεσθάνθη κατὰ τὴν ἑβδομάδα τὴν τελευταίαν ἠπία κάμψις εἰς τὰς τιμὰς τῶν σιτηρῶν, ἐνῷ ἡ ἀγορὰ τῶν καπνῶν παρέμεινε σταθερά. Αἱ συναλλαγαὶ εἰς τὴν ἀγορὰν συναλλάγματος ἦσαν περιωρισμέναι. Ἡ λίρα διετηρήθη εἰς τὰ αὐτὰ ἐπίπεδα. Ἐκ τῆς κινήσεως τῶν τραπεζῶν προκύπτει ὅτι αἱ καταθέσεις ἐσημείωσαν αὔξησιν ἐν σχέσει πρὸς τὸν παρελθόντα μῆνα. (892, 1246, 1094, 1362)
galantzo-row-text: 1) Φαλδάρας Γεώργ. Σάββας 38110 (244, 1573, 398, 1584)
departure-row-text: Εἰς Δράμαν ἀμαξοστ. ἀρ. 535 » 9.15 (20, 459, 178, 470)
kausimata-title: ΚΑΥΣΙΜΑΤΑ ΣΥΝΤΡΟΦΗΝ (694, 381, 854, 397)
